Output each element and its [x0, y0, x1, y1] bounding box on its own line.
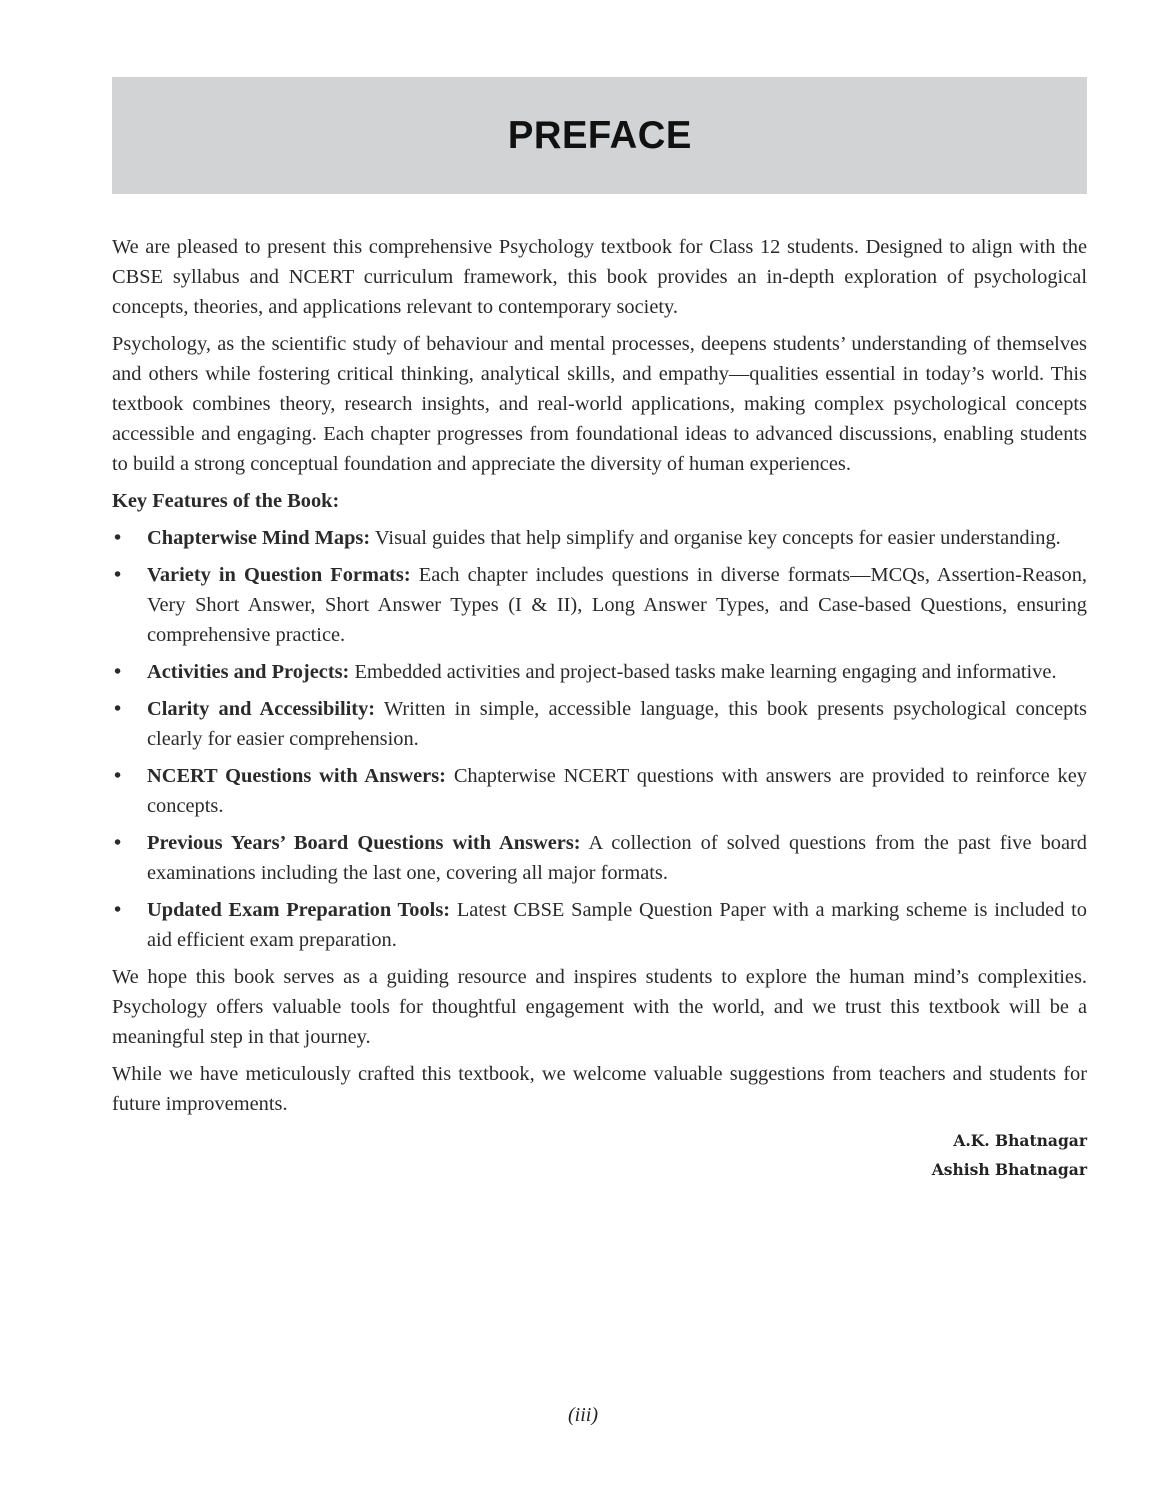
bullet-icon: • — [114, 527, 122, 549]
feature-text: Written in simple, accessible language, this book presents psychological concepts clearly for easier comprehension. — [147, 698, 1087, 750]
feature-text: Chapterwise NCERT questions with answers are provided to reinforce key concepts. — [147, 765, 1087, 817]
bullet-icon: • — [114, 765, 122, 787]
intro-paragraph: We are pleased to present this comprehensive Psychology textbook for Class 12 students. Designed to align with the CBSE syllabus and NCERT curriculum framework, this book provides an in-depth exploration of psychological concepts, theories, and applications relevant to contemporary society. — [112, 236, 1087, 318]
page-number: (iii) — [568, 1404, 598, 1426]
feature-text: Each chapter includes questions in diverse formats—MCQs, Assertion-Reason, Very Short Answer, Short Answer Types (I & II), Long Answer Types, and Case-based Questions, ensuring comprehensive practice. — [147, 564, 1087, 646]
feature-title: Clarity and Accessibility: — [147, 698, 376, 720]
bullet-icon: • — [114, 698, 122, 720]
psychology-paragraph: Psychology, as the scientific study of behaviour and mental processes, deepens students’ understanding of themselves and others while fostering critical thinking, analytical skills, and empathy—qualities essential in today’s world. This textbook combines theory, research insights, and real-world applications, making complex psychological concepts accessible and engaging. Each chapter progresses from foundational ideas to advanced discussions, enabling students to build a strong conceptual foundation and appreciate the diversity of human experiences. — [112, 333, 1087, 475]
feature-text: Embedded activities and project-based tasks make learning engaging and informative. — [349, 661, 1057, 683]
feature-title: Variety in Question Formats: — [147, 564, 411, 586]
bullet-icon: • — [114, 661, 122, 683]
feature-title: Activities and Projects: — [147, 661, 350, 683]
page-title: PREFACE — [507, 113, 692, 157]
suggestions-paragraph: While we have meticulously crafted this textbook, we welcome valuable suggestions from teachers and students for future improvements. — [112, 1063, 1087, 1115]
bullet-icon: • — [114, 564, 122, 586]
feature-item — [112, 523, 1087, 553]
preface-body — [112, 232, 1087, 1184]
title-band — [112, 77, 1087, 194]
author-name: Ashish Bhatnagar — [931, 1160, 1087, 1179]
feature-item — [112, 694, 1087, 754]
feature-item — [112, 657, 1087, 687]
feature-title: Previous Years’ Board Questions with Answers: — [147, 832, 581, 854]
feature-text: Latest CBSE Sample Question Paper with a marking scheme is included to aid efficient exam preparation. — [147, 899, 1088, 951]
bullet-icon: • — [114, 899, 122, 921]
feature-text: Visual guides that help simplify and organise key concepts for easier understanding. — [370, 527, 1061, 549]
feature-title: Updated Exam Preparation Tools: — [147, 899, 451, 921]
feature-text: A collection of solved questions from the past five board examinations including the last one, covering all major formats. — [147, 832, 1088, 884]
author-signature — [112, 1126, 1087, 1184]
features-list — [112, 523, 1087, 955]
feature-title: NCERT Questions with Answers: — [147, 765, 446, 787]
feature-item — [112, 828, 1087, 888]
feature-title: Chapterwise Mind Maps: — [147, 527, 371, 549]
hope-paragraph: We hope this book serves as a guiding resource and inspires students to explore the human mind’s complexities. Psychology offers valuable tools for thoughtful engagement with the world, and we trust this textbook will be a meaningful step in that journey. — [112, 966, 1087, 1048]
feature-item — [112, 560, 1087, 650]
feature-item — [112, 761, 1087, 821]
feature-item — [112, 895, 1087, 955]
author-name: A.K. Bhatnagar — [953, 1131, 1087, 1150]
features-heading: Key Features of the Book: — [112, 490, 340, 512]
bullet-icon: • — [114, 832, 122, 854]
preface-page — [112, 77, 1087, 1184]
